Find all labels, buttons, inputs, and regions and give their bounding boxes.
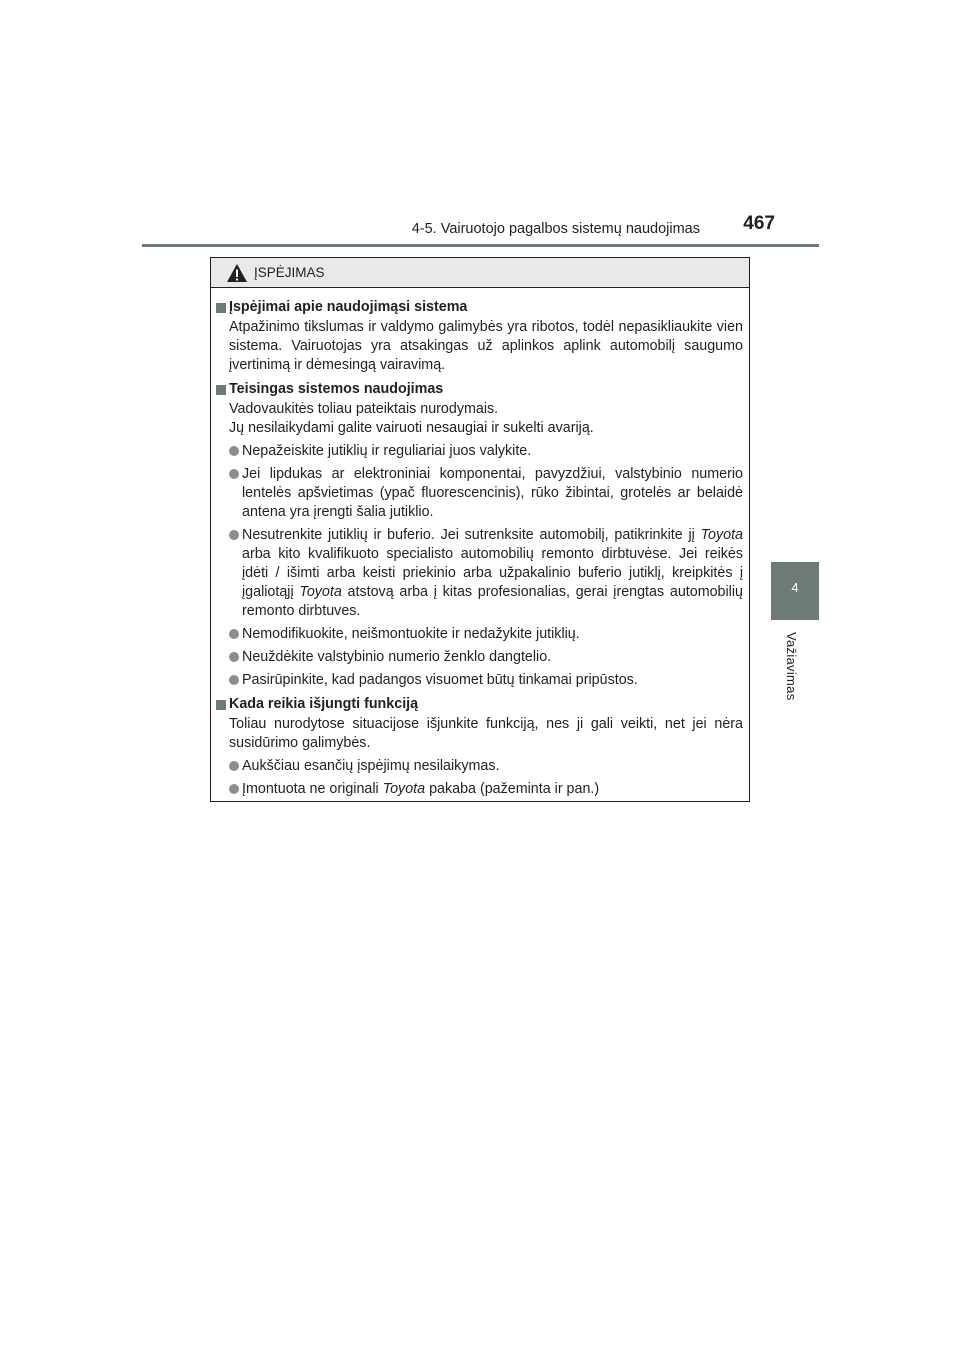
list-item-text: Jei lipdukas ar elektroniniai komponentai, pavyzdžiui, valstybinio numerio lentelės apšvietimas (ypač fluorescencinis), rūko žibintai, grotelės ar belaidė antena yra įrengti šalia jutiklio. <box>242 466 743 520</box>
round-bullet-icon <box>229 530 239 540</box>
list-item <box>216 757 743 776</box>
section-1 <box>216 298 743 375</box>
section-3 <box>216 695 743 799</box>
round-bullet-icon <box>229 629 239 639</box>
header-title: 4-5. Vairuotojo pagalbos sistemų naudojimas <box>411 221 700 237</box>
page-number: 467 <box>743 213 775 234</box>
section-heading-text: Kada reikia išjungti funkciją <box>229 696 419 712</box>
list-item <box>216 465 743 522</box>
round-bullet-icon <box>229 446 239 456</box>
list-item-text: Nesutrenkite jutiklių ir buferio. Jei sutrenksite automobilį, patikrinkite jį Toyota arba kito kvalifikuoto specialisto automobilių remonto dirbtuvėse. Jei reikės įdėti / išimti arba keisti priekinio arba užpakalinio buferio jutiklį, kreipkitės į įgaliotąjį Toyota atstovą arba į kitas profesionalias, gerai įrengtas automobilių remonto dirbtuves. <box>242 527 743 619</box>
warning-header <box>211 258 749 288</box>
square-bullet-icon <box>216 700 226 710</box>
square-bullet-icon <box>216 385 226 395</box>
round-bullet-icon <box>229 675 239 685</box>
round-bullet-icon <box>229 784 239 794</box>
section-heading-text: Teisingas sistemos naudojimas <box>229 381 444 397</box>
section-heading-text: Įspėjimai apie naudojimąsi sistema <box>229 299 468 315</box>
warning-body <box>211 288 749 799</box>
round-bullet-icon <box>229 761 239 771</box>
section-heading <box>216 695 743 714</box>
section-heading <box>216 298 743 317</box>
round-bullet-icon <box>229 469 239 479</box>
section-2 <box>216 380 743 690</box>
section-heading <box>216 380 743 399</box>
side-tab: 4 <box>771 562 819 620</box>
list-item-text: Nemodifikuokite, neišmontuokite ir nedažykite jutiklių. <box>242 626 580 642</box>
list-item <box>216 648 743 667</box>
list-item <box>216 526 743 621</box>
list-item <box>216 625 743 644</box>
section-paragraph: Atpažinimo tikslumas ir valdymo galimybės yra ribotos, todėl nepasikliaukite vien sistema. Vairuotojas yra atsakingas už aplinkos aplink automobilį saugumo įvertinimą ir dėmesingą vairavimą. <box>229 319 743 373</box>
square-bullet-icon <box>216 303 226 313</box>
list-item-text: Neuždėkite valstybinio numerio ženklo dangtelio. <box>242 649 552 665</box>
warning-box <box>210 257 750 802</box>
list-item <box>216 442 743 461</box>
section-paragraph: Vadovaukitės toliau pateiktais nurodymais. Jų nesilaikydami galite vairuoti nesaugiai ir sukelti avariją. <box>229 401 594 436</box>
list-item <box>216 780 743 799</box>
list-item-text: Aukščiau esančių įspėjimų nesilaikymas. <box>242 758 500 774</box>
round-bullet-icon <box>229 652 239 662</box>
list-item <box>216 671 743 690</box>
side-label: Važiavimas <box>784 632 799 701</box>
list-item-text: Įmontuota ne originali Toyota pakaba (pažeminta ir pan.) <box>242 781 600 797</box>
list-item-text: Nepažeiskite jutiklių ir reguliariai juos valykite. <box>242 443 532 459</box>
section-paragraph: Toliau nurodytose situacijose išjunkite funkciją, nes ji gali veikti, net jei nėra susidūrimo galimybės. <box>229 716 743 751</box>
warning-triangle-icon <box>226 263 248 283</box>
list-item-text: Pasirūpinkite, kad padangos visuomet būtų tinkamai pripūstos. <box>242 672 638 688</box>
warning-title: ĮSPĖJIMAS <box>254 265 325 280</box>
header-rule <box>142 244 819 247</box>
